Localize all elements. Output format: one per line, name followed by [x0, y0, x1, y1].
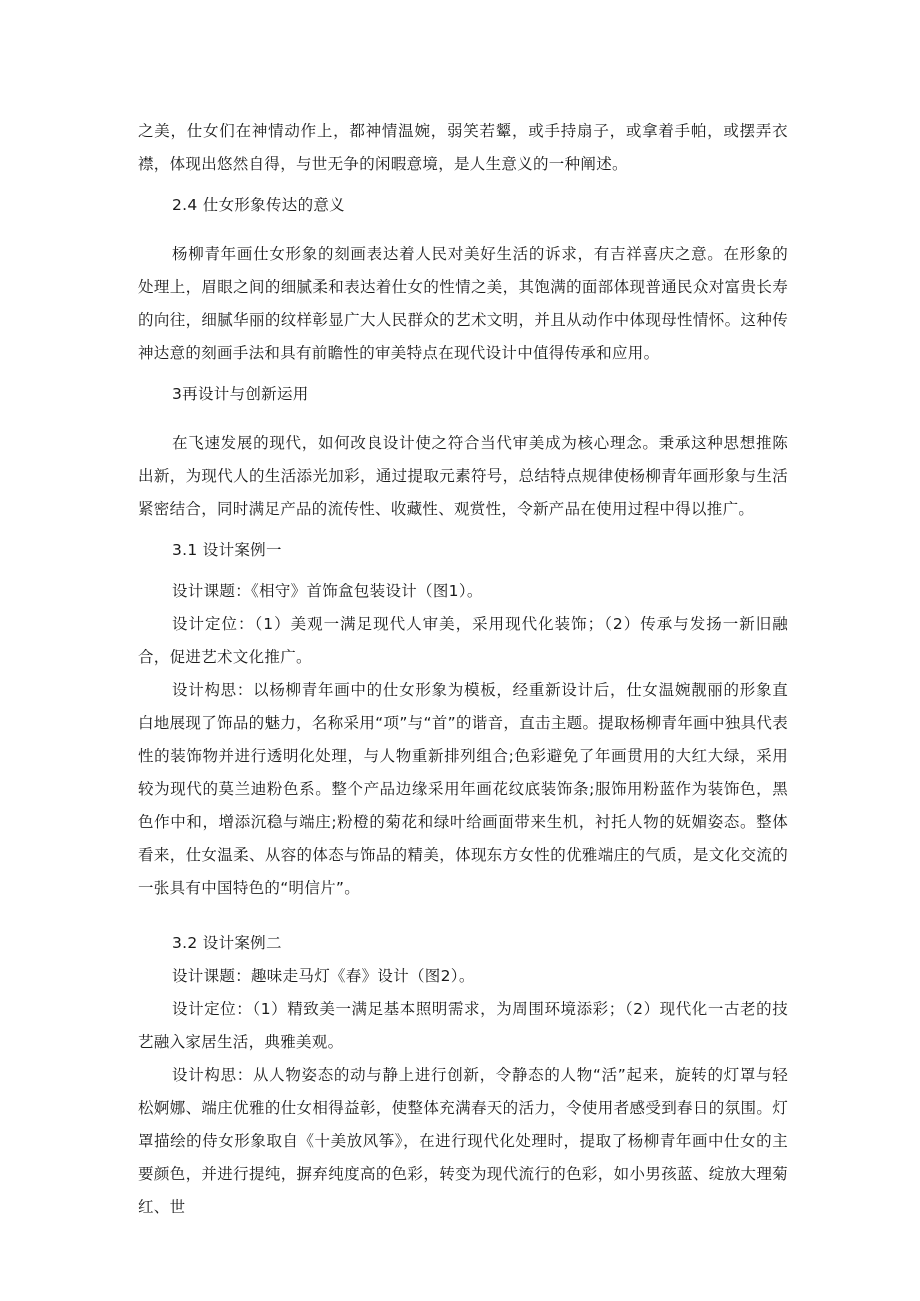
- paragraph-case2-topic: 设计课题：趣味走马灯《春》设计（图2）。: [172, 967, 475, 985]
- paragraph-continuation: 之美，仕女们在神情动作上，都神情温婉，弱笑若颦，或手持扇子，或拿着手帕，或摆弄衣襟，体现出悠然自得，与世无争的闲暇意境，是人生意义的一种阐述。: [138, 122, 788, 173]
- section-heading-3-2: 3.2 设计案例二: [172, 934, 282, 952]
- paragraph-case1-topic: 设计课题：《相守》首饰盒包装设计（图1）。: [172, 582, 483, 600]
- section-heading-3-1: 3.1 设计案例一: [172, 541, 282, 559]
- paragraph-case2-positioning: 设计定位：（1）精致美一满足基本照明需求，为周围环境添彩；（2）现代化一古老的技艺融入家居生活，典雅美观。: [138, 1000, 788, 1051]
- paragraph-case1-positioning: 设计定位：（1）美观一满足现代人审美，采用现代化装饰；（2）传承与发扬一新旧融合，促进艺术文化推广。: [138, 615, 788, 666]
- paragraph-case2-concept: 设计构思：从人物姿态的动与静上进行创新，令静态的人物“活”起来，旋转的灯罩与轻松婀娜、端庄优雅的仕女相得益彰，使整体充满春天的活力，令使用者感受到春日的氛围。灯罩描绘的侍女形象取自《十美放风筝》，在进行现代化处理时，提取了杨柳青年画中仕女的主要颜色，并进行提纯，摒弃纯度高的色彩，转变为现代流行的色彩，如小男孩蓝、绽放大理菊红、世: [138, 1066, 788, 1216]
- paragraph-case1-concept: 设计构思：以杨柳青年画中的仕女形象为模板，经重新设计后，仕女温婉靓丽的形象直白地展现了饰品的魅力，名称采用“项”与“首”的谐音，直击主题。提取杨柳青年画中独具代表性的装饰物并进行透明化处理，与人物重新排列组合;色彩避免了年画贯用的大红大绿，采用较为现代的莫兰迪粉色系。整个产品边缘采用年画花纹底装饰条;服饰用粉蓝作为装饰色，黑色作中和，增添沉稳与端庄;粉橙的菊花和绿叶给画面带来生机，衬托人物的妩媚姿态。整体看来，仕女温柔、从容的体态与饰品的精美，体现东方女性的优雅端庄的气质，是文化交流的一张具有中国特色的“明信片”。: [138, 681, 788, 897]
- section-heading-2-4: 2.4 仕女形象传达的意义: [172, 196, 345, 214]
- section-heading-3: 3再设计与创新运用: [172, 385, 309, 403]
- paragraph-meaning: 杨柳青年画仕女形象的刻画表达着人民对美好生活的诉求，有吉祥喜庆之意。在形象的处理上，眉眼之间的细腻柔和表达着仕女的性情之美，其饱满的面部体现普通民众对富贵长寿的向往，细腻华丽的纹样彰显广大人民群众的艺术文明，并且从动作中体现母性情怀。这种传神达意的刻画手法和具有前瞻性的审美特点在现代设计中值得传承和应用。: [138, 245, 788, 362]
- document-page: [138, 115, 788, 1224]
- paragraph-redesign: 在飞速发展的现代，如何改良设计使之符合当代审美成为核心理念。秉承这种思想推陈出新，为现代人的生活添光加彩，通过提取元素符号，总结特点规律使杨柳青年画形象与生活紧密结合，同时满足产品的流传性、收藏性、观赏性，令新产品在使用过程中得以推广。: [138, 434, 788, 518]
